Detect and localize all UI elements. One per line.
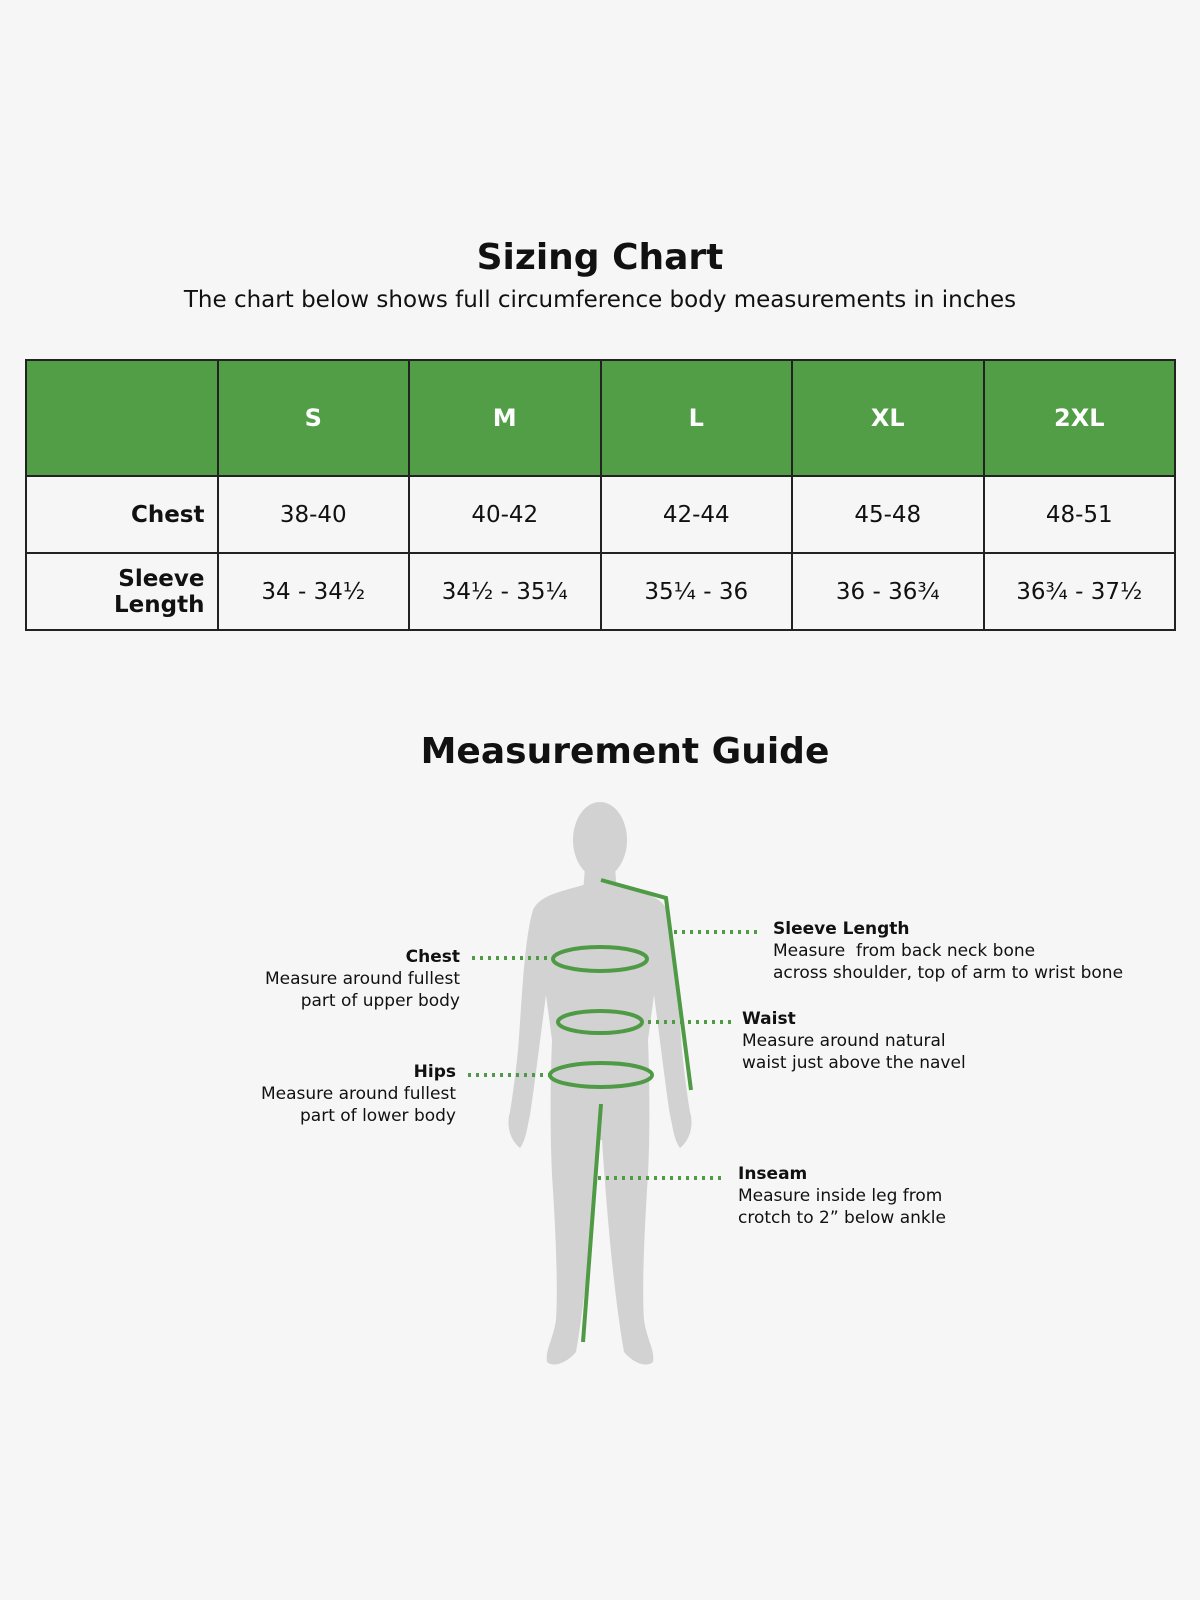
sleeve-desc-line2: across shoulder, top of arm to wrist bone	[773, 963, 1124, 983]
hips-label: Hips	[413, 1062, 456, 1082]
chest-note	[200, 946, 460, 1012]
table-cell: 34½ - 35¼	[409, 553, 601, 630]
inseam-label: Inseam	[738, 1164, 808, 1184]
chest-desc-line1: Measure around fullest	[264, 969, 460, 989]
waist-desc-line1: Measure around natural	[742, 1031, 946, 1051]
sleeve-label: Sleeve Length	[773, 919, 910, 939]
chest-label: Chest	[405, 947, 460, 967]
row-label: Sleeve Length	[26, 553, 218, 630]
inseam-desc-line2: crotch to 2” below ankle	[738, 1208, 946, 1228]
size-header: 2XL	[984, 360, 1176, 476]
inseam-desc-line1: Measure inside leg from	[738, 1186, 943, 1206]
size-header: M	[409, 360, 601, 476]
row-label: Chest	[26, 476, 218, 553]
sleeve-note	[773, 918, 1183, 984]
sizing-chart-title: Sizing Chart	[476, 237, 724, 278]
table-cell: 35¼ - 36	[601, 553, 793, 630]
table-cell: 40-42	[409, 476, 601, 553]
waist-label: Waist	[742, 1009, 796, 1029]
table-cell: 45-48	[792, 476, 984, 553]
table-cell: 34 - 34½	[218, 553, 410, 630]
chest-desc-line2: part of upper body	[300, 991, 460, 1011]
human-silhouette-icon	[508, 802, 691, 1365]
waist-desc-line2: waist just above the navel	[742, 1053, 966, 1073]
table-cell: 38-40	[218, 476, 410, 553]
measurement-guide-title: Measurement Guide	[420, 731, 830, 772]
size-header: S	[218, 360, 410, 476]
size-header: XL	[792, 360, 984, 476]
table-cell: 42-44	[601, 476, 793, 553]
hips-note	[196, 1061, 456, 1127]
waist-note	[742, 1008, 1042, 1074]
table-cell: 36 - 36¾	[792, 553, 984, 630]
sizing-chart-subtitle: The chart below shows full circumference body measurements in inches	[183, 287, 1017, 313]
table-cell: 48-51	[984, 476, 1176, 553]
size-header: L	[601, 360, 793, 476]
hips-desc-line1: Measure around fullest	[260, 1084, 456, 1104]
sleeve-desc-line1: Measure from back neck bone	[773, 941, 1036, 961]
hips-desc-line2: part of lower body	[300, 1106, 456, 1126]
inseam-note	[738, 1163, 1038, 1229]
table-cell: 36¾ - 37½	[984, 553, 1176, 630]
